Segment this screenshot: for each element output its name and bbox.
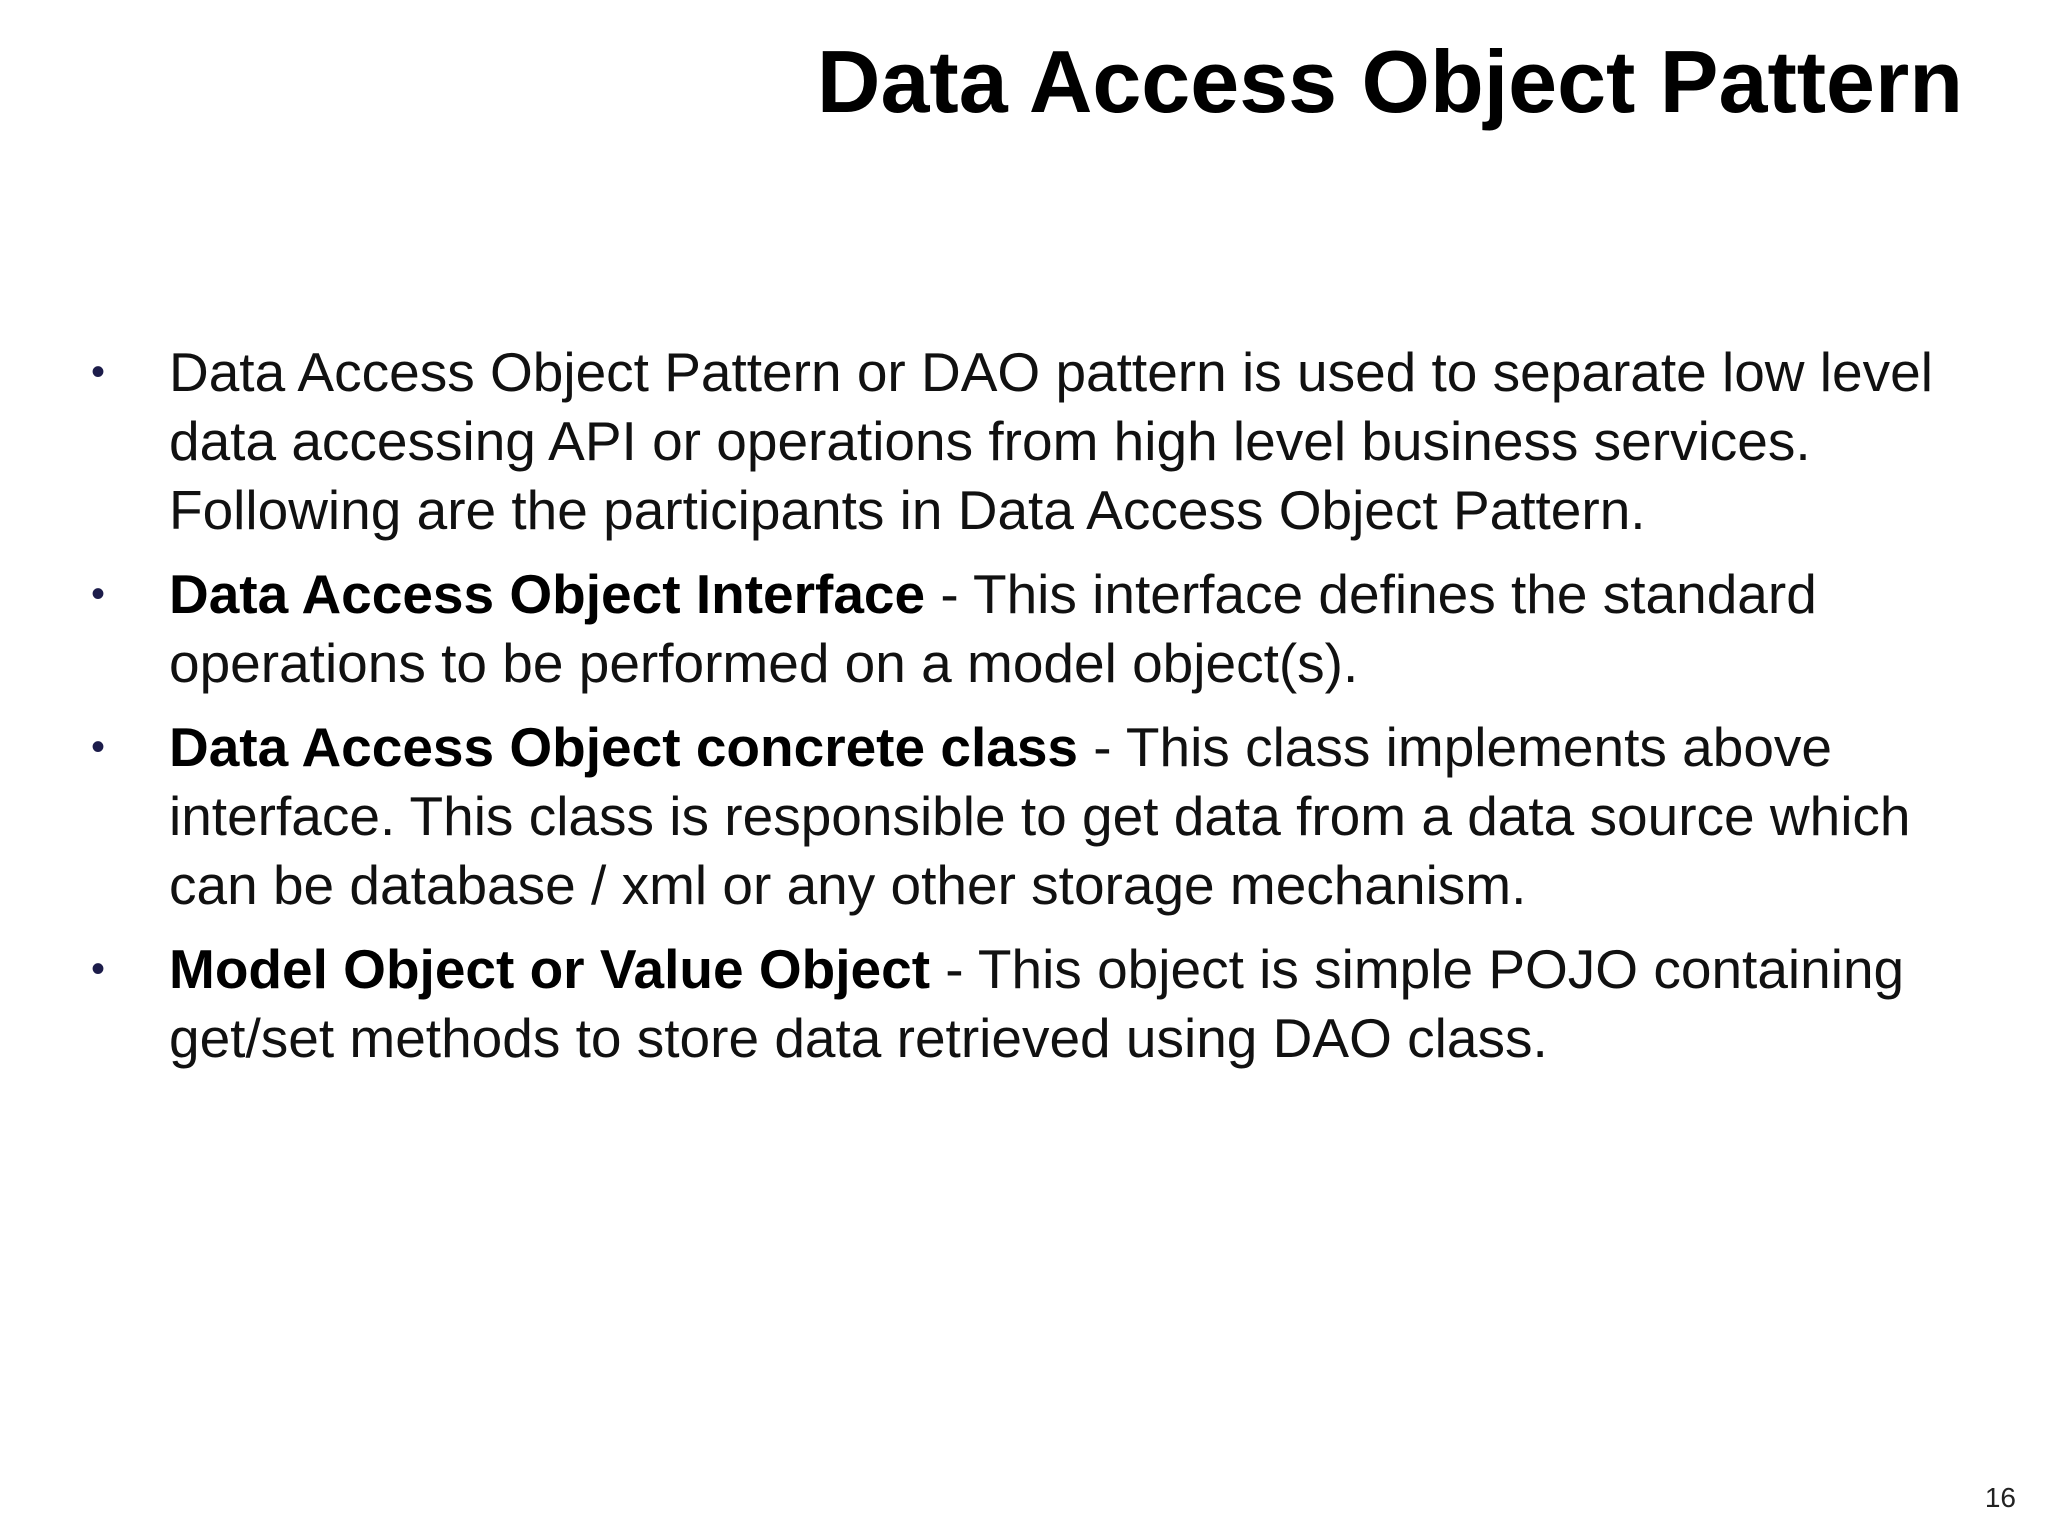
bullet-icon: • — [91, 572, 106, 616]
bullet-icon: • — [91, 350, 106, 394]
bullet-icon: • — [91, 725, 106, 769]
bullet-icon: • — [91, 947, 106, 991]
slide-number: 16 — [1984, 1482, 2016, 1513]
bullet-term: Data Access Object concrete class — [169, 716, 1079, 778]
bullet-text: - This class implements above interface. This class is responsible to get data from a data source which can be database / xml or any other storage mechanism. — [169, 716, 1911, 916]
bullet-term: Model Object or Value Object — [169, 938, 931, 1000]
bullet-item-intro — [91, 338, 1951, 545]
bullet-item-model-object — [91, 935, 1951, 1073]
bullet-text: Data Access Object Pattern or DAO pattern is used to separate low level data accessing API or operations from high level business services. Following are the participants in Data Access Object Pattern. — [169, 341, 1933, 541]
bullet-text: - This object is simple POJO containing get/set methods to store data retrieved using DAO class. — [169, 938, 1905, 1069]
bullet-item-dao-interface — [91, 560, 1951, 698]
bullet-term: Data Access Object Interface — [169, 563, 926, 625]
bullet-text: - This interface defines the standard operations to be performed on a model object(s). — [169, 563, 1817, 694]
slide-title: Data Access Object Pattern — [816, 32, 1963, 131]
bullet-item-dao-concrete-class — [91, 713, 1951, 920]
bullet-list — [91, 338, 1951, 1088]
